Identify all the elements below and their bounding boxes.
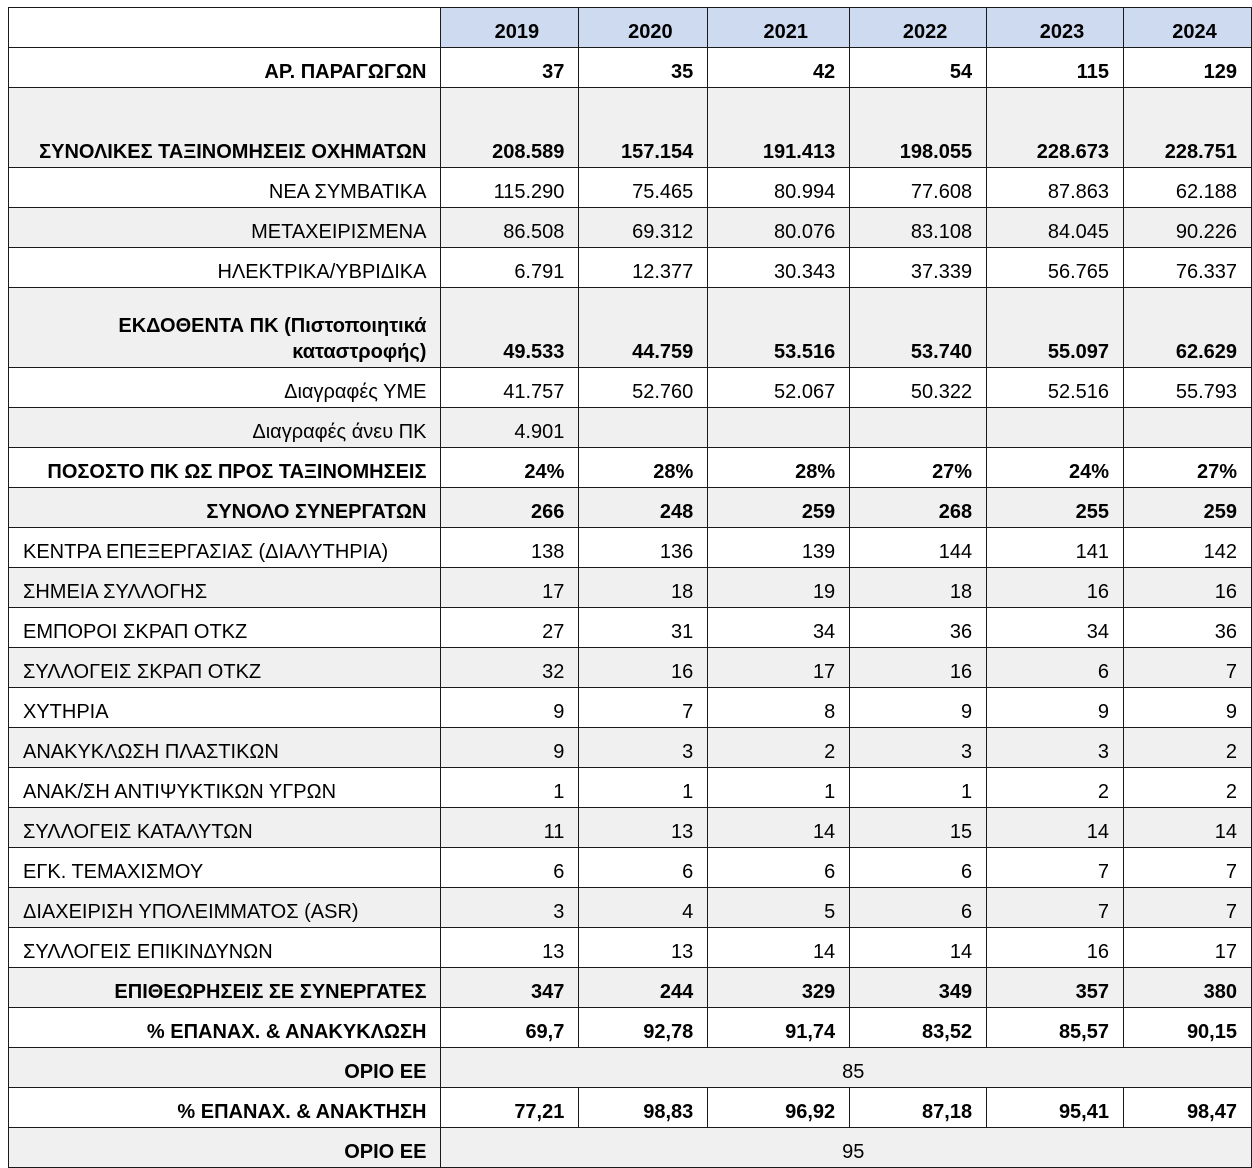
value-cell: 6.791 — [441, 248, 579, 288]
value-cell: 14 — [987, 808, 1124, 848]
value-cell: 16 — [987, 568, 1124, 608]
value-cell: 157.154 — [579, 88, 708, 168]
table-row — [9, 368, 1252, 408]
value-cell: 56.765 — [987, 248, 1124, 288]
value-cell: 2 — [1124, 728, 1252, 768]
value-cell: 208.589 — [441, 88, 579, 168]
value-cell: 266 — [441, 488, 579, 528]
value-cell: 1 — [850, 768, 987, 808]
table-row — [9, 408, 1252, 448]
value-cell: 76.337 — [1124, 248, 1252, 288]
table-row — [9, 448, 1252, 488]
value-cell: 37.339 — [850, 248, 987, 288]
year-header: 2024 — [1124, 8, 1252, 48]
value-cell: 9 — [987, 688, 1124, 728]
row-label: ΜΕΤΑΧΕΙΡΙΣΜΕΝΑ — [9, 208, 441, 248]
value-cell: 90.226 — [1124, 208, 1252, 248]
value-cell: 49.533 — [441, 288, 579, 368]
year-header: 2020 — [579, 8, 708, 48]
row-label: ΣΥΝΟΛΟ ΣΥΝΕΡΓΑΤΩΝ — [9, 488, 441, 528]
value-cell: 7 — [987, 888, 1124, 928]
row-label: ΕΓΚ. ΤΕΜΑΧΙΣΜΟΥ — [9, 848, 441, 888]
value-cell: 84.045 — [987, 208, 1124, 248]
value-cell: 7 — [987, 848, 1124, 888]
value-cell: 80.076 — [708, 208, 850, 248]
row-label: ΣΥΛΛΟΓΕΙΣ ΕΠΙΚΙΝΔΥΝΩΝ — [9, 928, 441, 968]
value-cell: 87,18 — [850, 1088, 987, 1128]
value-cell: 244 — [579, 968, 708, 1008]
value-cell: 16 — [579, 648, 708, 688]
value-cell: 255 — [987, 488, 1124, 528]
header-corner-cell — [9, 8, 441, 48]
value-cell: 83.108 — [850, 208, 987, 248]
row-label: ΝΕΑ ΣΥΜΒΑΤΙΚΑ — [9, 168, 441, 208]
value-cell: 6 — [441, 848, 579, 888]
table-row — [9, 848, 1252, 888]
value-cell: 44.759 — [579, 288, 708, 368]
row-label: ΚΕΝΤΡΑ ΕΠΕΞΕΡΓΑΣΙΑΣ (ΔΙΑΛΥΤΗΡΙΑ) — [9, 528, 441, 568]
value-cell: 28% — [708, 448, 850, 488]
value-cell: 7 — [1124, 888, 1252, 928]
table-row — [9, 768, 1252, 808]
row-label: % ΕΠΑΝΑΧ. & ΑΝΑΚΥΚΛΩΣΗ — [9, 1008, 441, 1048]
value-cell: 3 — [987, 728, 1124, 768]
value-cell: 347 — [441, 968, 579, 1008]
value-cell: 2 — [708, 728, 850, 768]
value-cell: 15 — [850, 808, 987, 848]
table-row — [9, 208, 1252, 248]
value-cell: 18 — [579, 568, 708, 608]
row-label: ΕΠΙΘΕΩΡΗΣΕΙΣ ΣΕ ΣΥΝΕΡΓΑΤΕΣ — [9, 968, 441, 1008]
value-cell — [579, 408, 708, 448]
value-cell: 7 — [1124, 848, 1252, 888]
value-cell: 2 — [987, 768, 1124, 808]
value-cell: 85,57 — [987, 1008, 1124, 1048]
table-row — [9, 648, 1252, 688]
table-row — [9, 168, 1252, 208]
value-cell: 2 — [1124, 768, 1252, 808]
value-cell: 17 — [1124, 928, 1252, 968]
value-cell: 9 — [850, 688, 987, 728]
value-cell: 27% — [1124, 448, 1252, 488]
header-row — [9, 8, 1252, 48]
eu-limit-value: 95 — [441, 1128, 1252, 1168]
value-cell: 138 — [441, 528, 579, 568]
value-cell — [987, 408, 1124, 448]
year-header: 2022 — [850, 8, 987, 48]
table-row — [9, 968, 1252, 1008]
value-cell: 349 — [850, 968, 987, 1008]
value-cell: 17 — [441, 568, 579, 608]
value-cell: 75.465 — [579, 168, 708, 208]
value-cell: 115.290 — [441, 168, 579, 208]
table-row — [9, 568, 1252, 608]
row-label: ΠΟΣΟΣΤΟ ΠΚ ΩΣ ΠΡΟΣ ΤΑΞΙΝΟΜΗΣΕΙΣ — [9, 448, 441, 488]
value-cell: 3 — [441, 888, 579, 928]
value-cell: 53.740 — [850, 288, 987, 368]
year-header: 2019 — [441, 8, 579, 48]
table-row — [9, 688, 1252, 728]
table-row — [9, 1048, 1252, 1088]
value-cell: 268 — [850, 488, 987, 528]
value-cell: 329 — [708, 968, 850, 1008]
value-cell: 6 — [987, 648, 1124, 688]
table-row — [9, 288, 1252, 368]
value-cell: 13 — [441, 928, 579, 968]
value-cell: 98,47 — [1124, 1088, 1252, 1128]
value-cell: 7 — [1124, 648, 1252, 688]
value-cell: 42 — [708, 48, 850, 88]
row-label: ΣΥΝΟΛΙΚΕΣ ΤΑΞΙΝΟΜΗΣΕΙΣ ΟΧΗΜΑΤΩΝ — [9, 88, 441, 168]
row-label: ΟΡΙΟ ΕΕ — [9, 1048, 441, 1088]
value-cell: 1 — [441, 768, 579, 808]
value-cell: 4.901 — [441, 408, 579, 448]
value-cell: 32 — [441, 648, 579, 688]
value-cell: 228.751 — [1124, 88, 1252, 168]
value-cell: 24% — [441, 448, 579, 488]
value-cell: 16 — [1124, 568, 1252, 608]
value-cell: 259 — [1124, 488, 1252, 528]
value-cell: 115 — [987, 48, 1124, 88]
value-cell: 35 — [579, 48, 708, 88]
value-cell: 17 — [708, 648, 850, 688]
value-cell: 3 — [850, 728, 987, 768]
value-cell: 11 — [441, 808, 579, 848]
value-cell: 198.055 — [850, 88, 987, 168]
value-cell: 50.322 — [850, 368, 987, 408]
value-cell: 80.994 — [708, 168, 850, 208]
value-cell: 18 — [850, 568, 987, 608]
value-cell: 77,21 — [441, 1088, 579, 1128]
value-cell: 14 — [708, 808, 850, 848]
year-header: 2021 — [708, 8, 850, 48]
value-cell: 6 — [579, 848, 708, 888]
row-label: Διαγραφές ΥΜΕ — [9, 368, 441, 408]
row-label: ΣΥΛΛΟΓΕΙΣ ΚΑΤΑΛΥΤΩΝ — [9, 808, 441, 848]
value-cell: 62.188 — [1124, 168, 1252, 208]
value-cell: 54 — [850, 48, 987, 88]
value-cell: 62.629 — [1124, 288, 1252, 368]
value-cell: 9 — [441, 728, 579, 768]
value-cell: 30.343 — [708, 248, 850, 288]
value-cell: 3 — [579, 728, 708, 768]
value-cell: 7 — [579, 688, 708, 728]
table-row — [9, 48, 1252, 88]
value-cell: 55.793 — [1124, 368, 1252, 408]
value-cell: 136 — [579, 528, 708, 568]
table-row — [9, 808, 1252, 848]
row-label: ΔΙΑΧΕΙΡΙΣΗ ΥΠΟΛΕΙΜΜΑΤΟΣ (ASR) — [9, 888, 441, 928]
value-cell: 96,92 — [708, 1088, 850, 1128]
value-cell — [850, 408, 987, 448]
value-cell: 191.413 — [708, 88, 850, 168]
row-label: % ΕΠΑΝΑΧ. & ΑΝΑΚΤΗΣΗ — [9, 1088, 441, 1128]
value-cell: 52.516 — [987, 368, 1124, 408]
table-row — [9, 88, 1252, 168]
value-cell: 12.377 — [579, 248, 708, 288]
value-cell: 87.863 — [987, 168, 1124, 208]
value-cell: 36 — [1124, 608, 1252, 648]
table-row — [9, 488, 1252, 528]
value-cell: 92,78 — [579, 1008, 708, 1048]
value-cell: 14 — [850, 928, 987, 968]
value-cell: 27% — [850, 448, 987, 488]
value-cell: 16 — [850, 648, 987, 688]
value-cell: 36 — [850, 608, 987, 648]
row-label: ΣΥΛΛΟΓΕΙΣ ΣΚΡΑΠ ΟΤΚΖ — [9, 648, 441, 688]
value-cell: 28% — [579, 448, 708, 488]
value-cell: 9 — [1124, 688, 1252, 728]
value-cell: 13 — [579, 928, 708, 968]
row-label: ΗΛΕΚΤΡΙΚΑ/ΥΒΡΙΔΙΚΑ — [9, 248, 441, 288]
value-cell: 141 — [987, 528, 1124, 568]
value-cell: 144 — [850, 528, 987, 568]
value-cell: 6 — [708, 848, 850, 888]
value-cell: 16 — [987, 928, 1124, 968]
value-cell: 24% — [987, 448, 1124, 488]
value-cell: 1 — [708, 768, 850, 808]
row-label: ΑΡ. ΠΑΡΑΓΩΓΩΝ — [9, 48, 441, 88]
value-cell: 13 — [579, 808, 708, 848]
value-cell: 228.673 — [987, 88, 1124, 168]
row-label: ΟΡΙΟ ΕΕ — [9, 1128, 441, 1168]
value-cell: 142 — [1124, 528, 1252, 568]
value-cell: 139 — [708, 528, 850, 568]
value-cell: 77.608 — [850, 168, 987, 208]
value-cell: 83,52 — [850, 1008, 987, 1048]
value-cell: 34 — [987, 608, 1124, 648]
value-cell: 4 — [579, 888, 708, 928]
value-cell: 55.097 — [987, 288, 1124, 368]
value-cell: 95,41 — [987, 1088, 1124, 1128]
value-cell: 34 — [708, 608, 850, 648]
value-cell: 14 — [708, 928, 850, 968]
value-cell: 37 — [441, 48, 579, 88]
row-label: ΑΝΑΚΥΚΛΩΣΗ ΠΛΑΣΤΙΚΩΝ — [9, 728, 441, 768]
value-cell: 9 — [441, 688, 579, 728]
value-cell: 1 — [579, 768, 708, 808]
value-cell: 27 — [441, 608, 579, 648]
value-cell: 19 — [708, 568, 850, 608]
value-cell: 8 — [708, 688, 850, 728]
value-cell: 5 — [708, 888, 850, 928]
value-cell — [1124, 408, 1252, 448]
value-cell: 259 — [708, 488, 850, 528]
row-label: ΕΜΠΟΡΟΙ ΣΚΡΑΠ ΟΤΚΖ — [9, 608, 441, 648]
value-cell: 98,83 — [579, 1088, 708, 1128]
value-cell: 31 — [579, 608, 708, 648]
table-row — [9, 728, 1252, 768]
value-cell: 248 — [579, 488, 708, 528]
value-cell: 41.757 — [441, 368, 579, 408]
row-label: ΣΗΜΕΙΑ ΣΥΛΛΟΓΗΣ — [9, 568, 441, 608]
table-row — [9, 1088, 1252, 1128]
value-cell: 69,7 — [441, 1008, 579, 1048]
value-cell: 53.516 — [708, 288, 850, 368]
value-cell: 52.760 — [579, 368, 708, 408]
value-cell: 52.067 — [708, 368, 850, 408]
value-cell: 91,74 — [708, 1008, 850, 1048]
value-cell: 90,15 — [1124, 1008, 1252, 1048]
value-cell: 6 — [850, 888, 987, 928]
table-row — [9, 608, 1252, 648]
row-label: ΧΥΤΗΡΙΑ — [9, 688, 441, 728]
table-row — [9, 1008, 1252, 1048]
table-row — [9, 248, 1252, 288]
value-cell: 86.508 — [441, 208, 579, 248]
value-cell: 357 — [987, 968, 1124, 1008]
value-cell: 380 — [1124, 968, 1252, 1008]
table-row — [9, 928, 1252, 968]
statistics-table — [8, 7, 1252, 1168]
value-cell: 129 — [1124, 48, 1252, 88]
table-row — [9, 888, 1252, 928]
value-cell: 14 — [1124, 808, 1252, 848]
value-cell: 6 — [850, 848, 987, 888]
row-label: ΕΚΔΟΘΕΝΤΑ ΠΚ (Πιστοποιητικά καταστροφής) — [9, 288, 441, 368]
value-cell — [708, 408, 850, 448]
value-cell: 69.312 — [579, 208, 708, 248]
table-row — [9, 528, 1252, 568]
year-header: 2023 — [987, 8, 1124, 48]
eu-limit-value: 85 — [441, 1048, 1252, 1088]
row-label: ΑΝΑΚ/ΣΗ ΑΝΤΙΨΥΚΤΙΚΩΝ ΥΓΡΩΝ — [9, 768, 441, 808]
row-label: Διαγραφές άνευ ΠΚ — [9, 408, 441, 448]
